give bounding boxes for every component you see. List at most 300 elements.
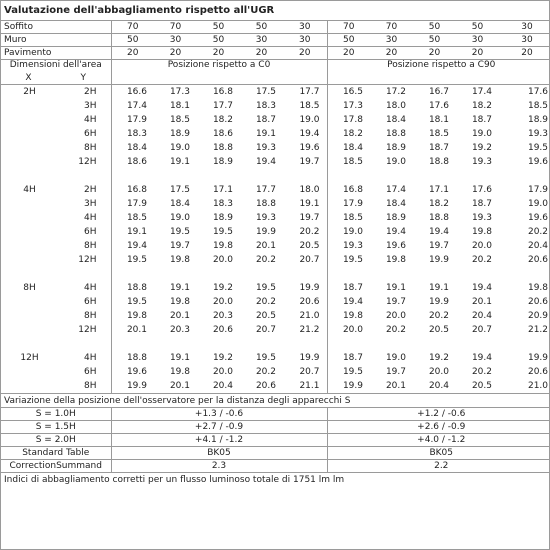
ugr-value-c90: 19.1 [428, 283, 449, 293]
ugr-value-c0: 19.9 [111, 379, 154, 394]
variation-c0: +4.1 / -1.2 [111, 434, 327, 447]
ugr-value-c90: 19.9 [527, 353, 549, 363]
ugr-value-c90: 17.9 [327, 197, 370, 211]
ugr-value-c0: 18.2 [212, 115, 233, 125]
ugr-value-c90: 18.7 [471, 199, 492, 209]
y-dimension: 4H [84, 353, 97, 363]
ugr-value-c90: 19.4 [428, 227, 449, 237]
ugr-value-c0: 18.8 [111, 281, 154, 295]
table-row [1, 127, 550, 141]
ugr-value-c0: 19.0 [169, 213, 190, 223]
ugr-value-c90: 19.7 [385, 297, 406, 307]
ugr-value-c0: 20.1 [169, 381, 190, 391]
ugr-value-c90: 18.2 [327, 127, 370, 141]
ugr-value-c0: 19.8 [169, 367, 190, 377]
reflectance-value: 20 [240, 47, 283, 60]
block-gap [1, 267, 550, 281]
table-row [1, 351, 550, 365]
ugr-value-c0: 18.4 [169, 199, 190, 209]
table-row [1, 379, 550, 394]
y-dimension: 6H [84, 367, 97, 377]
ugr-value-c0: 16.8 [111, 183, 154, 197]
ugr-value-c0: 20.0 [212, 255, 233, 265]
ugr-value-c0: 18.0 [299, 185, 320, 195]
ugr-value-c0: 20.1 [111, 323, 154, 337]
table-row [1, 365, 550, 379]
standard-c90: 2.2 [327, 460, 550, 473]
room-dims-label: Dimensioni dell'area [9, 60, 102, 70]
position-c0-label: Posizione rispetto a C0 [111, 60, 327, 73]
y-dimension: 6H [84, 297, 97, 307]
ugr-value-c90: 19.5 [527, 143, 549, 153]
x-dimension: 12H [20, 353, 39, 363]
ugr-value-c0: 19.1 [169, 157, 190, 167]
ugr-value-c0: 21.1 [299, 381, 320, 391]
ugr-value-c90: 19.4 [471, 353, 492, 363]
x-dimension: 4H [23, 185, 36, 195]
reflectance-value: 20 [283, 47, 327, 60]
ugr-value-c90: 20.1 [471, 297, 492, 307]
ugr-value-c90: 18.7 [327, 281, 370, 295]
ugr-value-c0: 17.7 [255, 185, 276, 195]
ugr-value-c0: 18.8 [255, 199, 276, 209]
variation-c0: +2.7 / -0.9 [111, 421, 327, 434]
ugr-value-c90: 19.9 [428, 255, 449, 265]
ugr-value-c0: 19.3 [255, 143, 276, 153]
ugr-value-c0: 20.6 [212, 325, 233, 335]
ugr-value-c0: 20.7 [299, 367, 320, 377]
reflectance-label: Pavimento [1, 47, 111, 60]
ugr-value-c90: 17.9 [527, 185, 549, 195]
ugr-value-c0: 19.0 [169, 143, 190, 153]
ugr-value-c90: 20.5 [471, 381, 492, 391]
gap-cell [111, 337, 327, 351]
ugr-value-c0: 19.8 [169, 255, 190, 265]
reflectance-value: 30 [499, 34, 550, 47]
ugr-value-c0: 17.7 [212, 101, 233, 111]
ugr-value-c90: 19.4 [471, 283, 492, 293]
ugr-value-c0: 18.8 [212, 143, 233, 153]
reflectance-label: Soffito [1, 21, 111, 34]
ugr-value-c90: 20.4 [428, 381, 449, 391]
variation-c0: +1.3 / -0.6 [111, 408, 327, 421]
ugr-value-c0: 19.4 [299, 129, 320, 139]
ugr-value-c90: 18.8 [385, 129, 406, 139]
variation-c90: +2.6 / -0.9 [327, 421, 550, 434]
ugr-value-c90: 20.2 [471, 367, 492, 377]
reflectance-value: 70 [370, 21, 413, 34]
y-dimension: 2H [84, 87, 97, 97]
ugr-value-c90: 18.8 [428, 213, 449, 223]
reflectance-value: 50 [327, 34, 370, 47]
x-dimension [1, 127, 56, 141]
ugr-value-c90: 17.4 [385, 185, 406, 195]
ugr-value-c0: 20.7 [299, 255, 320, 265]
ugr-value-c90: 21.2 [527, 325, 549, 335]
ugr-table [1, 1, 550, 487]
ugr-value-c90: 17.3 [327, 99, 370, 113]
standard-label: Standard Table [1, 447, 111, 460]
c0-spacer [111, 72, 327, 85]
variation-row [1, 434, 550, 447]
ugr-value-c90: 20.0 [471, 241, 492, 251]
ugr-value-c0: 17.9 [111, 113, 154, 127]
ugr-value-c90: 16.7 [428, 87, 449, 97]
x-dimension [1, 239, 56, 253]
spacing-label: S = 2.0H [1, 434, 111, 447]
ugr-value-c0: 19.2 [212, 353, 233, 363]
x-dimension: 8H [23, 283, 36, 293]
ugr-value-c90: 19.9 [327, 379, 370, 394]
table-row [1, 85, 550, 100]
table-row [1, 141, 550, 155]
table-row [1, 99, 550, 113]
ugr-value-c90: 19.5 [327, 253, 370, 267]
ugr-value-c90: 20.6 [527, 297, 549, 307]
ugr-value-c90: 18.2 [428, 199, 449, 209]
ugr-value-c90: 20.2 [385, 325, 406, 335]
reflectance-value: 50 [240, 21, 283, 34]
reflectance-value: 30 [240, 34, 283, 47]
ugr-value-c0: 19.4 [255, 157, 276, 167]
ugr-value-c0: 19.3 [255, 213, 276, 223]
y-dimension: 4H [84, 283, 97, 293]
ugr-value-c90: 20.9 [527, 311, 549, 321]
reflectance-value: 50 [197, 21, 240, 34]
ugr-value-c0: 21.2 [299, 325, 320, 335]
reflectance-value: 30 [283, 21, 327, 34]
ugr-value-c90: 17.4 [471, 87, 492, 97]
footnote: Indici di abbagliamento corretti per un flusso luminoso totale di 1751 lm lm [1, 473, 550, 488]
ugr-value-c0: 19.1 [299, 199, 320, 209]
x-dimension [1, 253, 56, 267]
variation-c90: +4.0 / -1.2 [327, 434, 550, 447]
standard-label: CorrectionSummand [1, 460, 111, 473]
page-title: Valutazione dell'abbagliamento rispetto all'UGR [1, 1, 550, 21]
ugr-value-c0: 20.6 [255, 381, 276, 391]
ugr-value-c90: 18.9 [385, 143, 406, 153]
variation-row [1, 408, 550, 421]
x-dimension [1, 211, 56, 225]
ugr-value-c90: 20.4 [471, 311, 492, 321]
ugr-value-c0: 20.7 [255, 325, 276, 335]
block-gap [1, 169, 550, 183]
reflectance-value: 20 [456, 47, 499, 60]
ugr-value-c0: 17.7 [299, 87, 320, 97]
ugr-value-c0: 18.3 [255, 101, 276, 111]
ugr-value-c0: 19.6 [111, 365, 154, 379]
ugr-value-c0: 17.4 [111, 99, 154, 113]
ugr-value-c0: 20.3 [212, 311, 233, 321]
ugr-value-c0: 20.6 [299, 297, 320, 307]
ugr-value-c90: 19.8 [385, 255, 406, 265]
ugr-value-c0: 18.6 [212, 129, 233, 139]
ugr-value-c90: 18.1 [428, 115, 449, 125]
gap-cell [1, 267, 111, 281]
table-row [1, 155, 550, 169]
gap-cell [1, 337, 111, 351]
ugr-value-c0: 18.1 [169, 101, 190, 111]
ugr-value-c90: 19.7 [428, 241, 449, 251]
ugr-value-c0: 20.3 [169, 325, 190, 335]
y-dimension: 3H [84, 199, 97, 209]
table-row [1, 295, 550, 309]
ugr-value-c0: 19.0 [299, 115, 320, 125]
reflectance-value: 30 [370, 34, 413, 47]
ugr-value-c90: 19.6 [527, 157, 549, 167]
ugr-value-c90: 21.0 [527, 381, 549, 391]
ugr-value-c0: 19.5 [169, 227, 190, 237]
ugr-value-c0: 18.9 [169, 129, 190, 139]
ugr-value-c0: 19.8 [111, 309, 154, 323]
spacing-label: S = 1.5H [1, 421, 111, 434]
ugr-value-c0: 18.7 [255, 115, 276, 125]
x-dimension [1, 99, 56, 113]
ugr-value-c0: 17.9 [111, 197, 154, 211]
ugr-value-c90: 20.1 [385, 381, 406, 391]
y-dimension: 8H [84, 311, 97, 321]
ugr-value-c90: 19.8 [471, 227, 492, 237]
variation-heading: Variazione della posizione dell'osservatore per la distanza degli apparecchi S [1, 394, 550, 408]
ugr-value-c90: 18.2 [471, 101, 492, 111]
reflectance-value: 70 [154, 21, 197, 34]
y-axis-label: Y [56, 72, 111, 85]
ugr-value-c90: 19.0 [385, 157, 406, 167]
x-dimension: 2H [23, 87, 36, 97]
ugr-value-c0: 19.5 [212, 227, 233, 237]
ugr-value-c0: 20.1 [169, 311, 190, 321]
ugr-value-c90: 20.0 [327, 323, 370, 337]
ugr-value-c90: 18.5 [327, 211, 370, 225]
ugr-value-c90: 19.0 [385, 353, 406, 363]
y-dimension: 8H [84, 241, 97, 251]
ugr-value-c90: 18.7 [327, 351, 370, 365]
ugr-value-c90: 18.5 [527, 101, 549, 111]
y-dimension: 6H [84, 227, 97, 237]
variation-c90: +1.2 / -0.6 [327, 408, 550, 421]
ugr-value-c90: 16.8 [327, 183, 370, 197]
x-axis-label: X [1, 72, 56, 85]
x-dimension [1, 379, 56, 394]
ugr-table-body [1, 1, 550, 487]
ugr-value-c90: 19.1 [385, 283, 406, 293]
ugr-value-c0: 19.1 [169, 353, 190, 363]
ugr-value-c0: 18.4 [111, 141, 154, 155]
ugr-value-c0: 19.8 [212, 241, 233, 251]
x-dimension [1, 295, 56, 309]
reflectance-value: 30 [499, 21, 550, 34]
header-row [1, 60, 550, 73]
standard-c90: BK05 [327, 447, 550, 460]
ugr-value-c0: 19.7 [299, 213, 320, 223]
table-row [1, 253, 550, 267]
reflectance-value: 50 [111, 34, 154, 47]
ugr-value-c90: 20.7 [471, 325, 492, 335]
ugr-value-c0: 20.0 [212, 297, 233, 307]
x-dimension [1, 323, 56, 337]
ugr-value-c90: 20.6 [527, 255, 549, 265]
ugr-value-c90: 20.2 [527, 227, 549, 237]
ugr-value-c0: 20.1 [255, 241, 276, 251]
ugr-value-c0: 18.3 [111, 127, 154, 141]
y-dimension: 4H [84, 115, 97, 125]
ugr-value-c0: 17.5 [169, 185, 190, 195]
reflectance-value: 20 [370, 47, 413, 60]
ugr-value-c0: 19.9 [299, 353, 320, 363]
ugr-value-c90: 19.2 [471, 143, 492, 153]
ugr-value-c0: 18.5 [111, 211, 154, 225]
ugr-value-c0: 19.6 [299, 143, 320, 153]
table-row [1, 113, 550, 127]
ugr-value-c90: 20.2 [428, 311, 449, 321]
ugr-value-c90: 17.2 [385, 87, 406, 97]
reflectance-value: 70 [327, 21, 370, 34]
position-c90-label: Posizione rispetto a C90 [327, 60, 550, 73]
ugr-value-c0: 19.9 [255, 227, 276, 237]
ugr-value-c0: 18.9 [212, 157, 233, 167]
ugr-value-c90: 19.6 [527, 213, 549, 223]
x-dimension [1, 197, 56, 211]
y-dimension: 12H [78, 325, 97, 335]
ugr-value-c90: 20.2 [471, 255, 492, 265]
reflectance-value: 20 [413, 47, 456, 60]
spacing-label: S = 1.0H [1, 408, 111, 421]
table-row [1, 225, 550, 239]
ugr-value-c0: 20.5 [299, 241, 320, 251]
ugr-value-c90: 19.3 [471, 213, 492, 223]
ugr-value-c0: 20.4 [212, 381, 233, 391]
ugr-value-c90: 17.6 [471, 185, 492, 195]
ugr-value-c90: 20.6 [527, 367, 549, 377]
table-row [1, 211, 550, 225]
ugr-value-c90: 18.4 [327, 141, 370, 155]
ugr-value-c90: 18.9 [527, 115, 549, 125]
ugr-value-c90: 19.9 [428, 297, 449, 307]
x-dimension [1, 113, 56, 127]
ugr-value-c90: 19.4 [327, 295, 370, 309]
standard-row [1, 460, 550, 473]
ugr-value-c0: 18.8 [111, 351, 154, 365]
y-dimension: 4H [84, 213, 97, 223]
y-dimension: 8H [84, 143, 97, 153]
ugr-value-c0: 17.5 [255, 87, 276, 97]
variation-row [1, 421, 550, 434]
table-row [1, 323, 550, 337]
ugr-value-c90: 20.4 [527, 241, 549, 251]
reflectance-value: 20 [111, 47, 154, 60]
ugr-value-c90: 20.0 [385, 311, 406, 321]
block-gap [1, 337, 550, 351]
ugr-value-c90: 19.0 [527, 199, 549, 209]
ugr-value-c0: 19.4 [111, 239, 154, 253]
header-row-xy [1, 72, 550, 85]
c90-spacer [327, 72, 550, 85]
reflectance-value: 50 [197, 34, 240, 47]
ugr-value-c90: 19.5 [327, 365, 370, 379]
ugr-value-c0: 18.6 [111, 155, 154, 169]
reflectance-value: 30 [283, 34, 327, 47]
y-dimension: 8H [84, 381, 97, 391]
standard-c0: 2.3 [111, 460, 327, 473]
gap-cell [111, 169, 327, 183]
variation-heading-row [1, 394, 550, 408]
y-dimension: 12H [78, 255, 97, 265]
ugr-value-c90: 18.7 [471, 115, 492, 125]
ugr-value-c90: 19.8 [527, 283, 549, 293]
ugr-value-c90: 18.0 [385, 101, 406, 111]
ugr-value-c0: 20.2 [299, 227, 320, 237]
gap-cell [111, 267, 327, 281]
ugr-value-c90: 18.5 [327, 155, 370, 169]
ugr-value-c90: 19.3 [527, 129, 549, 139]
ugr-value-c90: 19.7 [385, 367, 406, 377]
ugr-value-c90: 18.8 [428, 157, 449, 167]
x-dimension [1, 141, 56, 155]
standard-row [1, 447, 550, 460]
y-dimension: 12H [78, 157, 97, 167]
ugr-value-c0: 19.5 [255, 353, 276, 363]
table-row [1, 239, 550, 253]
x-dimension [1, 225, 56, 239]
ugr-value-c0: 19.1 [111, 225, 154, 239]
reflectance-value: 30 [456, 34, 499, 47]
ugr-value-c0: 19.7 [299, 157, 320, 167]
y-dimension: 6H [84, 129, 97, 139]
reflectance-value: 50 [413, 21, 456, 34]
ugr-value-c90: 19.2 [428, 353, 449, 363]
ugr-value-c0: 19.7 [169, 241, 190, 251]
ugr-value-c0: 18.5 [169, 115, 190, 125]
ugr-value-c90: 20.5 [428, 325, 449, 335]
ugr-value-c90: 16.5 [327, 85, 370, 100]
ugr-value-c0: 19.1 [255, 129, 276, 139]
ugr-value-c0: 17.3 [169, 87, 190, 97]
ugr-value-c90: 17.8 [327, 113, 370, 127]
reflectance-row [1, 21, 550, 34]
reflectance-value: 20 [197, 47, 240, 60]
ugr-value-c90: 19.3 [327, 239, 370, 253]
standard-c0: BK05 [111, 447, 327, 460]
ugr-value-c90: 20.0 [428, 367, 449, 377]
ugr-value-c0: 20.2 [255, 255, 276, 265]
ugr-value-c0: 19.5 [255, 283, 276, 293]
ugr-value-c0: 19.8 [169, 297, 190, 307]
ugr-value-c0: 20.0 [212, 367, 233, 377]
ugr-value-c90: 18.4 [385, 199, 406, 209]
reflectance-value: 50 [413, 34, 456, 47]
ugr-value-c0: 19.2 [212, 283, 233, 293]
ugr-value-c0: 16.8 [212, 87, 233, 97]
ugr-value-c0: 21.0 [299, 311, 320, 321]
ugr-value-c0: 19.9 [299, 283, 320, 293]
ugr-value-c90: 18.7 [428, 143, 449, 153]
reflectance-value: 50 [456, 21, 499, 34]
ugr-value-c90: 17.1 [428, 185, 449, 195]
x-dimension [1, 309, 56, 323]
ugr-value-c90: 19.3 [471, 157, 492, 167]
reflectance-row [1, 47, 550, 60]
table-row [1, 183, 550, 197]
reflectance-label: Muro [1, 34, 111, 47]
x-dimension [1, 155, 56, 169]
reflectance-value: 70 [111, 21, 154, 34]
gap-cell [327, 267, 550, 281]
ugr-value-c90: 18.4 [385, 115, 406, 125]
table-row [1, 309, 550, 323]
gap-cell [1, 169, 111, 183]
ugr-value-c0: 17.1 [212, 185, 233, 195]
footnote-row [1, 473, 550, 488]
